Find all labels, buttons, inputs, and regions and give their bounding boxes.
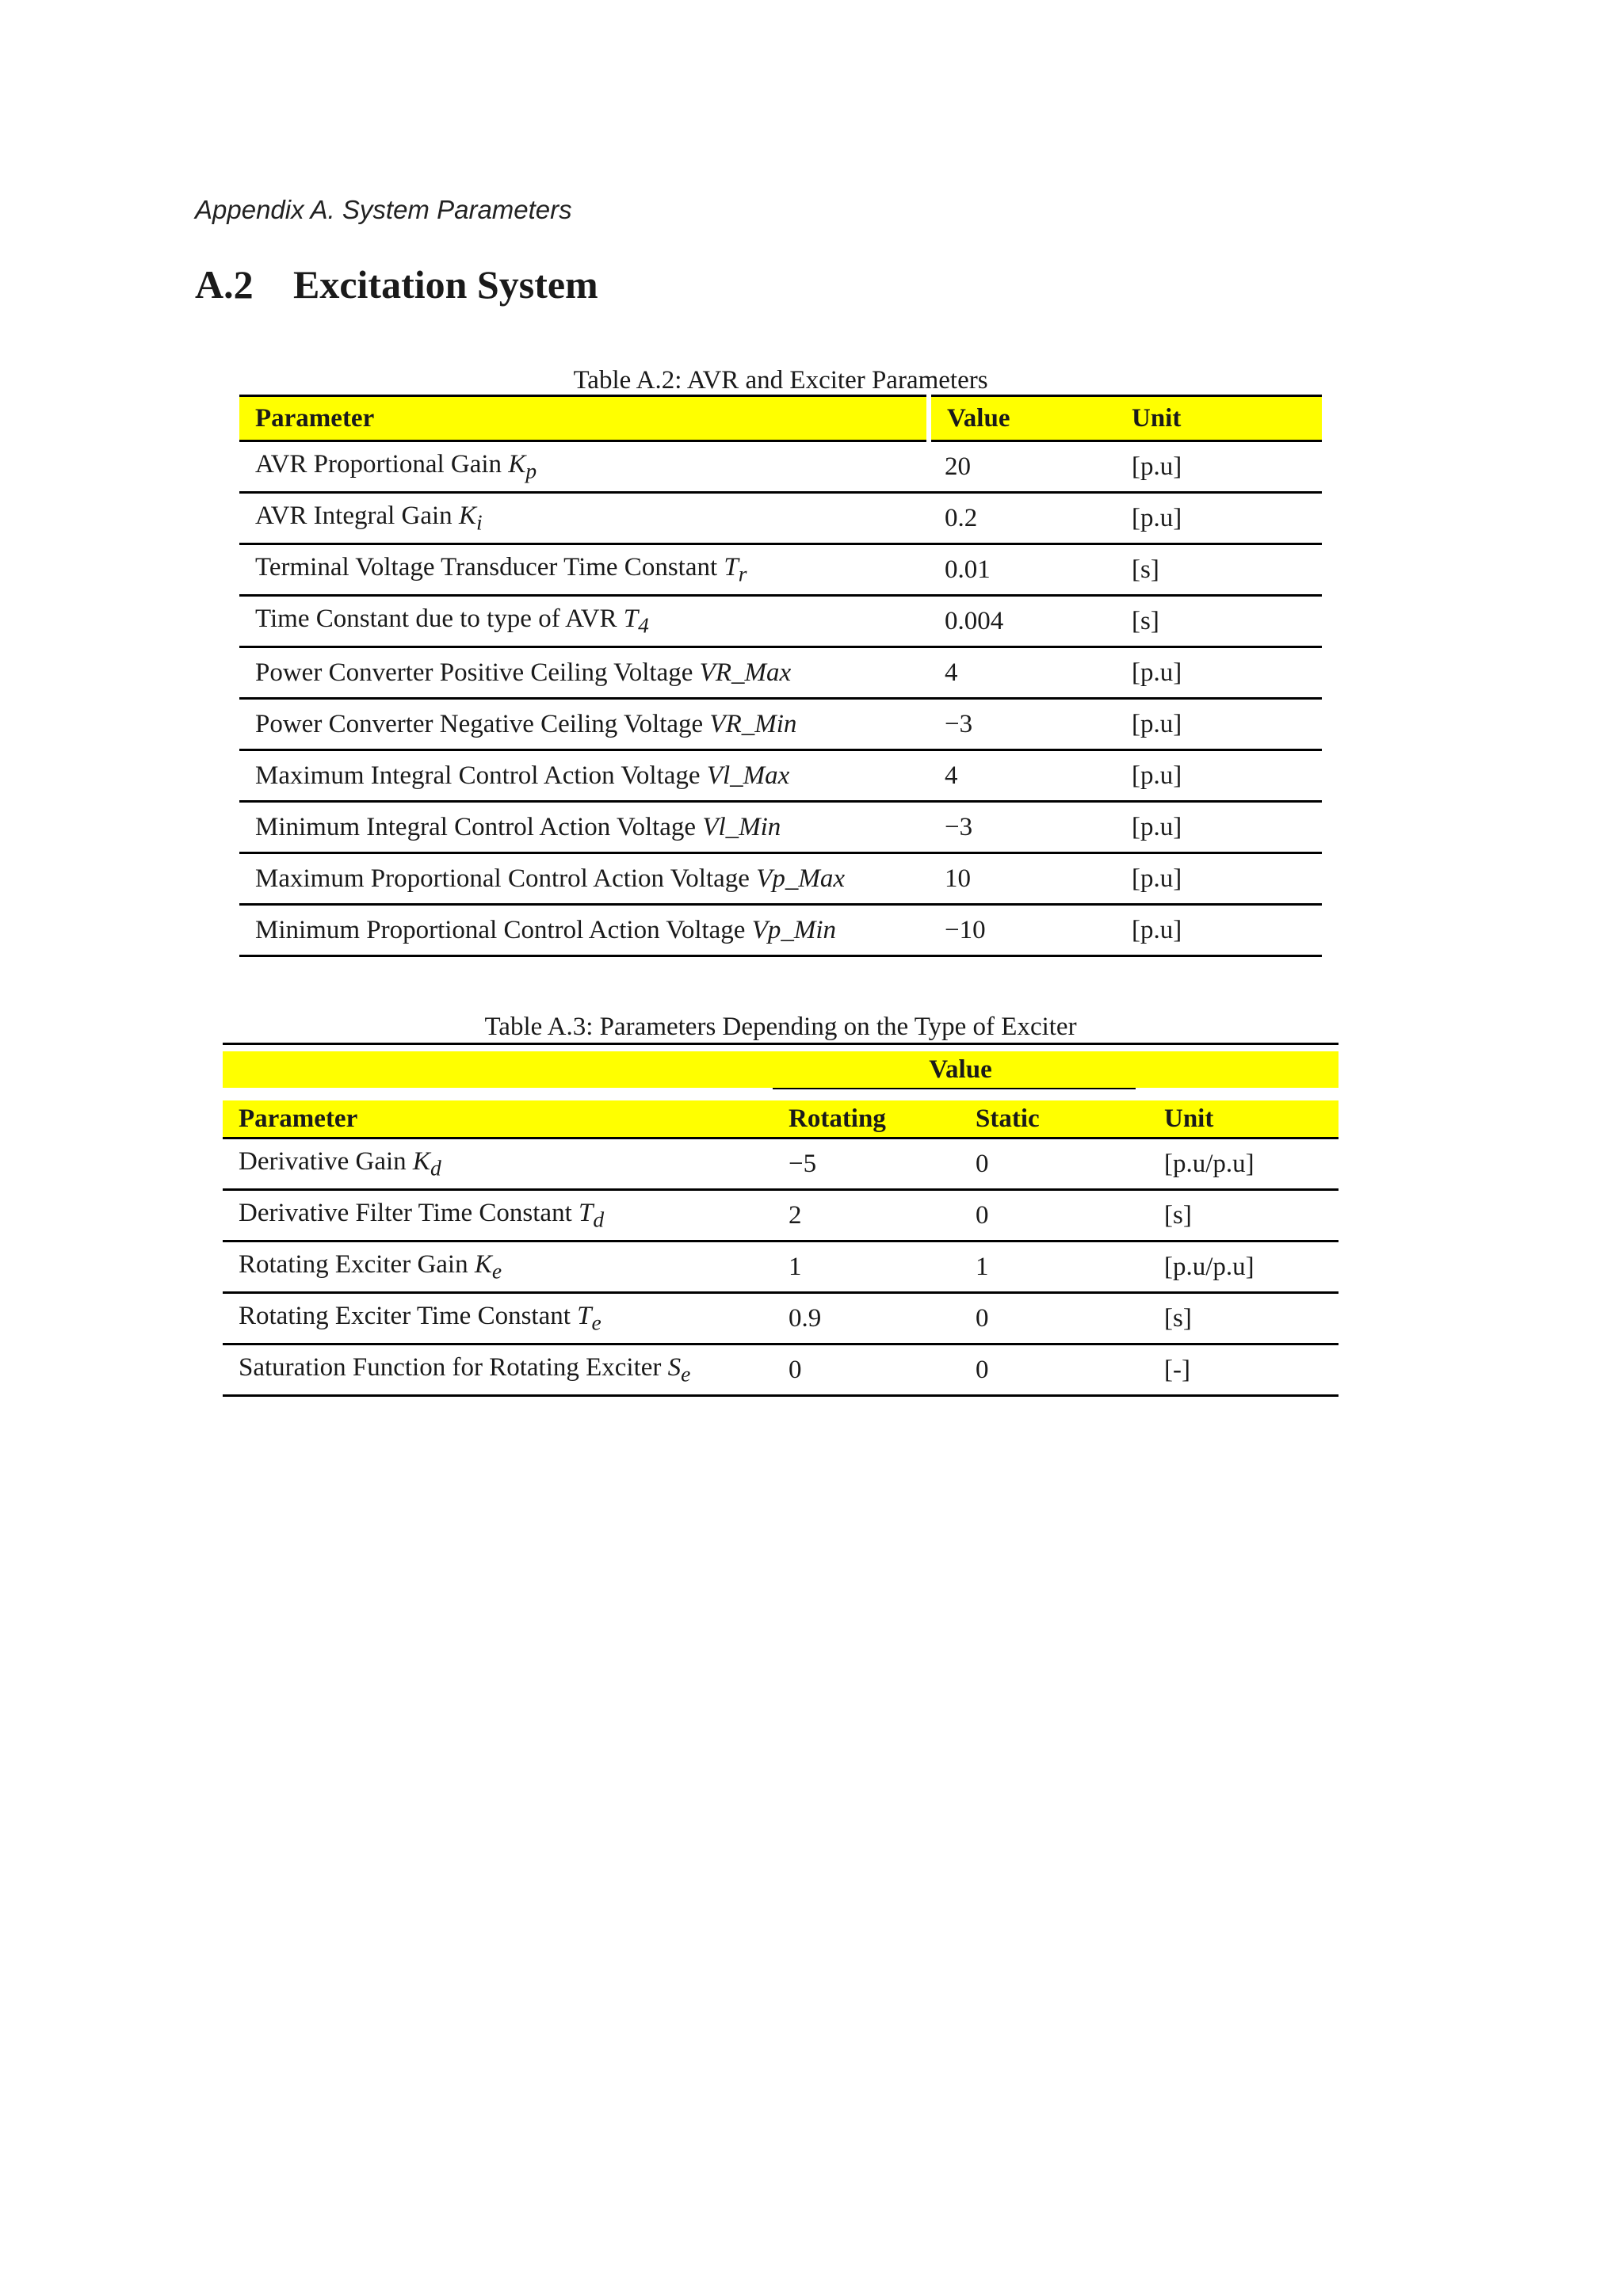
unit-cell: [p.u] (1116, 802, 1322, 853)
running-header: Appendix A. System Parameters (195, 195, 572, 224)
parameter-symbol: Vl_Min (702, 812, 781, 841)
section-number: A.2 (195, 262, 254, 307)
static-value-cell: 1 (960, 1241, 1148, 1293)
parameter-symbol: S (667, 1352, 682, 1382)
value-cell: −10 (929, 905, 1116, 956)
unit-cell: [p.u] (1116, 647, 1322, 699)
parameter-symbol: T (578, 1198, 594, 1227)
section-title: Excitation System (293, 262, 598, 307)
parameter-cell (239, 647, 929, 699)
parameter-label: Power Converter Positive Ceiling Voltage (255, 658, 693, 687)
static-value-cell: 0 (960, 1190, 1148, 1241)
table-row (223, 1344, 1338, 1396)
table-a3-header-static: Static (960, 1100, 1148, 1138)
value-cell: 10 (929, 853, 1116, 905)
table-a3 (223, 1043, 1338, 1397)
parameter-label: Minimum Proportional Control Action Voltage (255, 915, 746, 944)
table-row (239, 441, 1322, 493)
parameter-symbol: K (474, 1249, 492, 1279)
parameter-cell (239, 493, 929, 544)
rotating-value-cell: 0 (773, 1344, 960, 1396)
parameter-label: Derivative Filter Time Constant (239, 1198, 572, 1227)
unit-cell: [p.u] (1116, 853, 1322, 905)
parameter-label: Rotating Exciter Time Constant (239, 1301, 571, 1330)
table-a3-caption: Table A.3: Parameters Depending on the Type of Exciter (484, 1013, 1077, 1041)
parameter-label: Maximum Proportional Control Action Voltage (255, 864, 750, 893)
parameter-symbol: Vl_Max (706, 761, 790, 790)
rotating-value-cell: 2 (773, 1190, 960, 1241)
parameter-cell (223, 1190, 773, 1241)
parameter-symbol: K (508, 449, 526, 479)
unit-cell: [s] (1116, 596, 1322, 647)
value-cell: 0.2 (929, 493, 1116, 544)
parameter-symbol: T (724, 552, 739, 582)
table-a2-header-value: Value (929, 396, 1116, 441)
table-a2 (239, 395, 1322, 957)
table-row (239, 493, 1322, 544)
table-row (239, 699, 1322, 750)
parameter-cell (239, 596, 929, 647)
group-header-rule (773, 1088, 1136, 1089)
table-row (223, 1241, 1338, 1293)
table-a2-caption: Table A.2: AVR and Exciter Parameters (573, 366, 988, 395)
table-row (223, 1190, 1338, 1241)
static-value-cell: 0 (960, 1293, 1148, 1344)
table-a2-header-row (239, 396, 1322, 441)
unit-cell: [p.u] (1116, 699, 1322, 750)
parameter-subscript: r (738, 561, 747, 586)
unit-cell: [p.u/p.u] (1148, 1241, 1338, 1293)
parameter-cell (223, 1344, 773, 1396)
parameter-subscript: d (593, 1207, 605, 1232)
table-row (239, 647, 1322, 699)
parameter-cell (239, 750, 929, 802)
static-value-cell: 0 (960, 1344, 1148, 1396)
parameter-label: Rotating Exciter Gain (239, 1249, 468, 1279)
table-row (239, 905, 1322, 956)
static-value-cell: 0 (960, 1138, 1148, 1190)
table-a3-header-parameter: Parameter (223, 1100, 773, 1138)
parameter-symbol: T (577, 1301, 592, 1330)
parameter-label: AVR Proportional Gain (255, 449, 502, 479)
parameter-symbol: K (412, 1146, 430, 1176)
value-cell: 0.004 (929, 596, 1116, 647)
unit-cell: [p.u] (1116, 905, 1322, 956)
table-a3-header-rotating: Rotating (773, 1100, 960, 1138)
parameter-symbol: Vp_Min (751, 915, 837, 944)
unit-cell: [s] (1148, 1293, 1338, 1344)
unit-cell: [s] (1116, 544, 1322, 596)
parameter-label: AVR Integral Gain (255, 501, 453, 530)
parameter-subscript: i (475, 509, 483, 535)
parameter-cell (239, 441, 929, 493)
parameter-cell (239, 905, 929, 956)
parameter-symbol: K (458, 501, 476, 530)
value-cell: −3 (929, 802, 1116, 853)
parameter-label: Saturation Function for Rotating Exciter (239, 1352, 662, 1382)
parameter-symbol: T (623, 604, 639, 633)
table-row (223, 1293, 1338, 1344)
value-cell: 20 (929, 441, 1116, 493)
unit-cell: [p.u] (1116, 441, 1322, 493)
unit-cell: [p.u] (1116, 750, 1322, 802)
unit-cell: [s] (1148, 1190, 1338, 1241)
value-cell: 0.01 (929, 544, 1116, 596)
value-cell: −3 (929, 699, 1116, 750)
parameter-cell (223, 1138, 773, 1190)
value-cell: 4 (929, 647, 1116, 699)
table-row (239, 853, 1322, 905)
parameter-subscript: e (681, 1361, 691, 1386)
parameter-cell (223, 1241, 773, 1293)
parameter-cell (239, 853, 929, 905)
table-a2-header-parameter: Parameter (239, 396, 929, 441)
unit-cell: [p.u/p.u] (1148, 1138, 1338, 1190)
rotating-value-cell: 0.9 (773, 1293, 960, 1344)
parameter-label: Terminal Voltage Transducer Time Constant (255, 552, 718, 582)
section-heading (195, 261, 598, 307)
parameter-subscript: 4 (638, 612, 649, 638)
table-a2-header-unit: Unit (1116, 396, 1322, 441)
parameter-subscript: e (491, 1258, 502, 1283)
parameter-subscript: p (525, 458, 537, 483)
parameter-label: Maximum Integral Control Action Voltage (255, 761, 701, 790)
parameter-label: Time Constant due to type of AVR (255, 604, 617, 633)
table-a3-group-header-value: Value (773, 1051, 1148, 1088)
parameter-label: Power Converter Negative Ceiling Voltage (255, 709, 704, 738)
rotating-value-cell: 1 (773, 1241, 960, 1293)
unit-cell: [-] (1148, 1344, 1338, 1396)
parameter-cell (223, 1293, 773, 1344)
unit-cell: [p.u] (1116, 493, 1322, 544)
parameter-subscript: d (430, 1155, 441, 1180)
parameter-cell (239, 802, 929, 853)
table-a3-header-unit: Unit (1148, 1100, 1338, 1138)
table-row (239, 750, 1322, 802)
table-row (239, 802, 1322, 853)
table-row (239, 544, 1322, 596)
parameter-symbol: Vp_Max (756, 864, 845, 893)
parameter-subscript: e (591, 1310, 601, 1335)
table-a3-group-header-row (223, 1051, 1338, 1088)
table-a3-header-row (223, 1100, 1338, 1138)
value-cell: 4 (929, 750, 1116, 802)
parameter-symbol: VR_Min (709, 709, 797, 738)
parameter-symbol: VR_Max (699, 658, 792, 687)
parameter-cell (239, 544, 929, 596)
rotating-value-cell: −5 (773, 1138, 960, 1190)
parameter-label: Derivative Gain (239, 1146, 407, 1176)
table-row (239, 596, 1322, 647)
parameter-cell (239, 699, 929, 750)
parameter-label: Minimum Integral Control Action Voltage (255, 812, 697, 841)
table-row (223, 1138, 1338, 1190)
